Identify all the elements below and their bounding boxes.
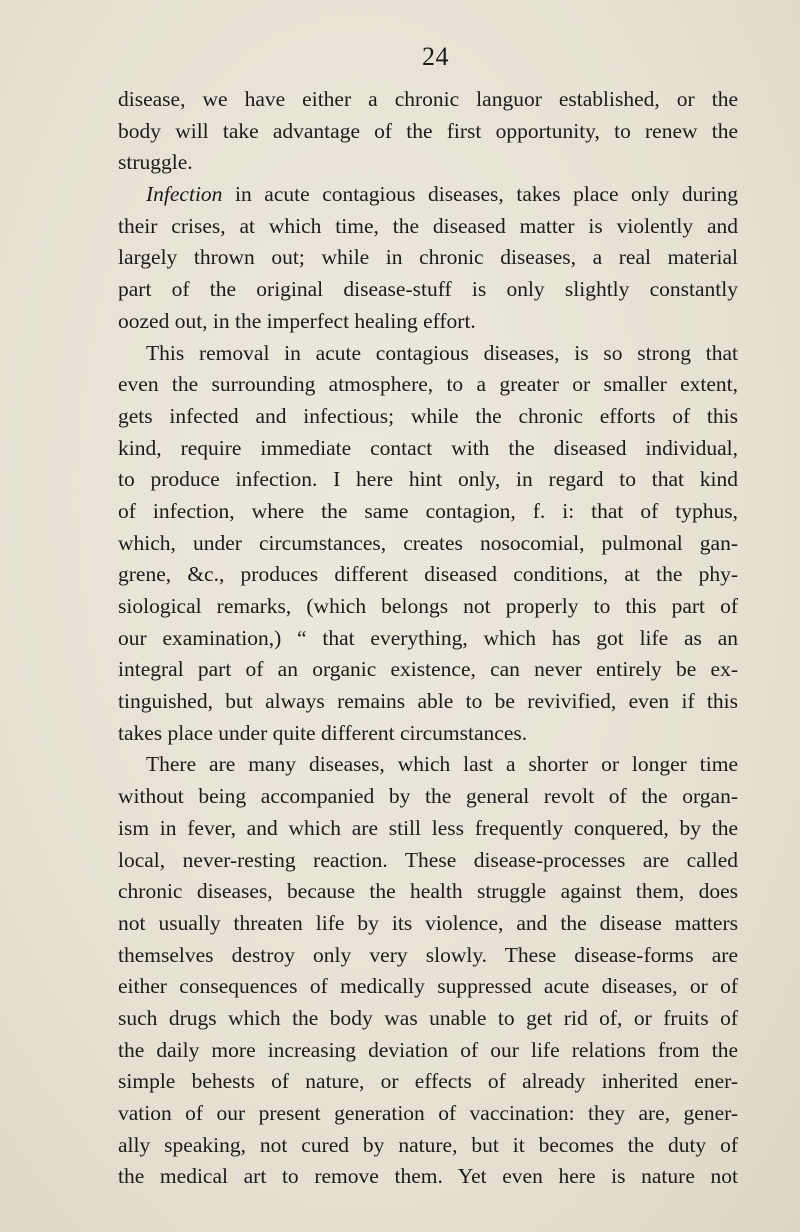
text-line: takes place under quite different circumstances. (118, 720, 528, 745)
text-line (118, 179, 738, 211)
paragraph (118, 338, 738, 750)
text-line: gets infected and infectious; while the chronic efforts of this (118, 403, 738, 428)
paragraph (118, 179, 738, 337)
paragraph (118, 84, 738, 179)
text-line: siological remarks, (which belongs not properly to this part of (118, 594, 738, 618)
text-line: local, never-resting reaction. These disease-processes are called (118, 847, 738, 872)
text-fragment: in acute contagious diseases, takes place only during (222, 182, 738, 207)
text-line: such drugs which the body was unable to get rid of, or fruits of (118, 1005, 738, 1030)
text-line: body will take advantage of the first opportunity, to renew the (118, 118, 738, 143)
paragraph (118, 749, 738, 1193)
text-line: There are many diseases, which last a shorter or longer time (146, 752, 738, 777)
text-line: part of the original disease-stuff is only slightly constantly (118, 277, 738, 302)
text-line: This removal in acute contagious diseases, is so strong that (146, 340, 738, 365)
text-line: either consequences of medically suppressed acute diseases, or of (118, 974, 738, 999)
text-line: grene, &c., produces different diseased conditions, at the phy- (118, 562, 738, 587)
text-line: without being accompanied by the general revolt of the organ- (118, 784, 738, 809)
text-line: to produce infection. I here hint only, in regard to that kind (118, 467, 738, 492)
italic-term: Infection (146, 182, 223, 207)
text-line: which, under circumstances, creates nosocomial, pulmonal gan- (118, 530, 738, 555)
body-text (118, 84, 738, 1193)
text-line: vation of our present generation of vaccination: they are, gener- (118, 1101, 738, 1125)
text-line: not usually threaten life by its violence, and the disease matters (118, 910, 738, 935)
text-line: the medical art to remove them. Yet even here is nature not (118, 1164, 738, 1189)
text-line: our examination,) “ that everything, which has got life as an (118, 625, 738, 650)
text-line: struggle. (118, 150, 193, 175)
text-line: oozed out, in the imperfect healing effort. (118, 308, 476, 333)
text-line: largely thrown out; while in chronic diseases, a real material (118, 245, 738, 270)
text-line: integral part of an organic existence, can never entirely be ex- (118, 657, 738, 682)
text-line: chronic diseases, because the health struggle against them, does (118, 879, 738, 904)
text-line: of infection, where the same contagion, f. i: that of typhus, (118, 498, 738, 523)
text-line: disease, we have either a chronic languor established, or the (118, 87, 738, 111)
text-line: ism in fever, and which are still less frequently conquered, by the (118, 815, 738, 840)
text-line: tinguished, but always remains able to be revivified, even if this (118, 689, 738, 714)
text-line: even the surrounding atmosphere, to a greater or smaller extent, (118, 372, 738, 397)
text-line: kind, require immediate contact with the diseased individual, (118, 435, 738, 460)
page-number: 24 (422, 42, 449, 71)
text-line: ally speaking, not cured by nature, but it becomes the duty of (118, 1132, 738, 1157)
text-line: the daily more increasing deviation of our life relations from the (118, 1037, 738, 1062)
text-line: simple behests of nature, or effects of already inherited ener- (118, 1069, 738, 1094)
text-line: their crises, at which time, the diseased matter is violently and (118, 213, 738, 238)
text-line: themselves destroy only very slowly. These disease-forms are (118, 942, 738, 967)
